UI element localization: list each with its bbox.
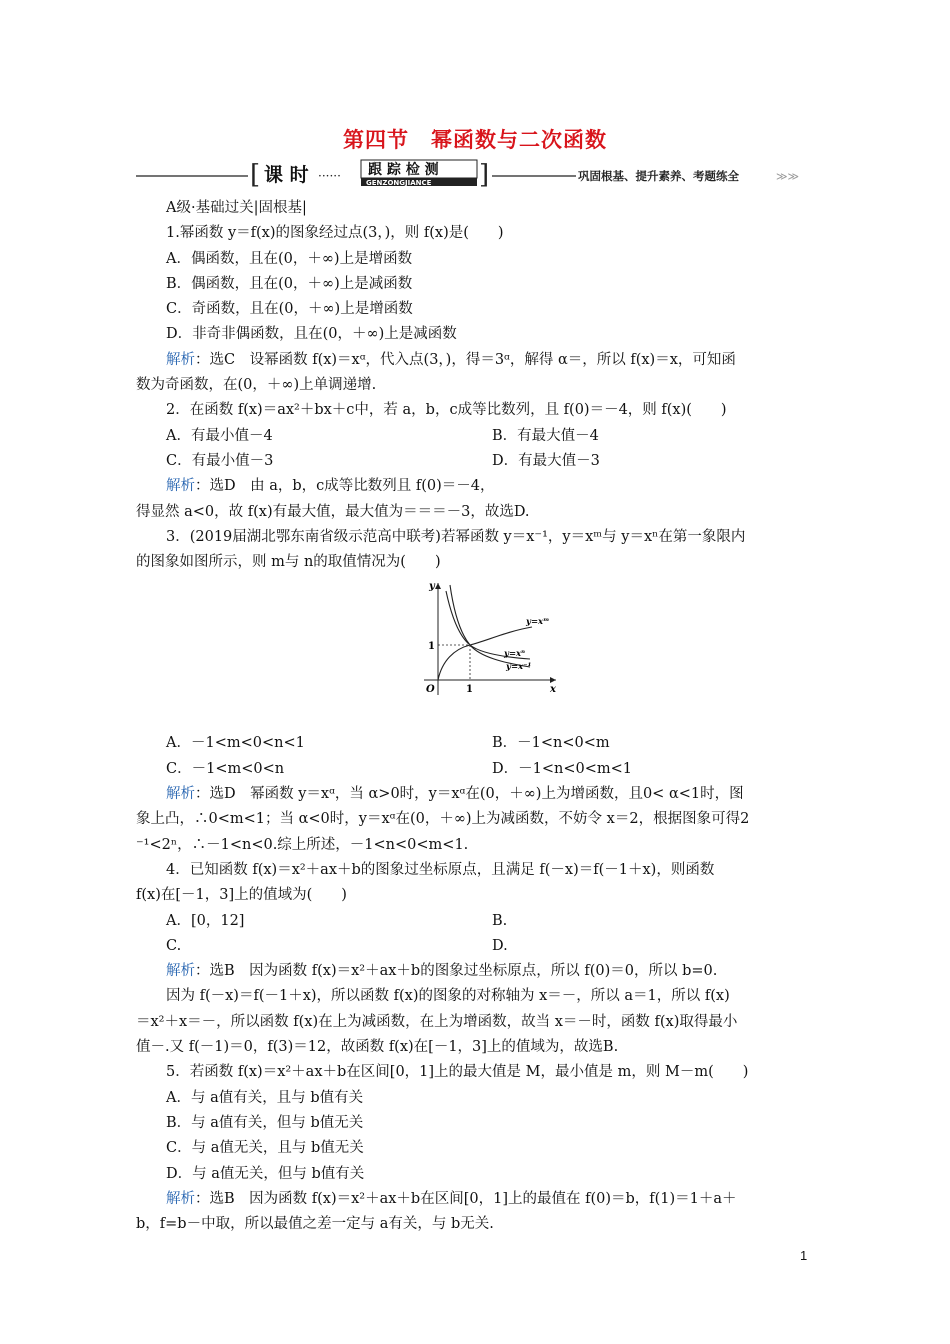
- y-tick-one: 1: [428, 641, 435, 653]
- q5-option-d: D．与 a值无关，但与 b值有关: [166, 1165, 365, 1182]
- svg-text:≫≫: ≫≫: [776, 170, 800, 183]
- q3-stem-line2: 的图象如图所示，则 m与 n的取值情况为( ): [136, 554, 441, 571]
- q1-option-c: C．奇函数，且在(0，＋∞)上是增函数: [166, 301, 413, 318]
- q1-option-a: A．偶函数，且在(0，＋∞)上是增函数: [166, 250, 413, 267]
- answer-label: 解析: [166, 351, 195, 368]
- q5-stem: 5．若函数 f(x)＝x²＋ax＋b在区间[0，1]上的最大值是 M，最小值是 m，则 M－m( ): [166, 1064, 749, 1081]
- banner-pinyin: GENZONGJIANCE: [366, 179, 432, 187]
- q4-options-ab: A．[0，12] B.: [166, 912, 508, 929]
- power-function-graph: [420, 577, 560, 699]
- q4-stem-line1: 4．已知函数 f(x)＝x²＋ax＋b的图象过坐标原点，且满足 f(－x)＝f(－1＋x)，则函数: [166, 861, 715, 878]
- banner-left: 课 时: [264, 164, 309, 186]
- svg-text:······: ······: [318, 169, 341, 183]
- answer-label: 解析: [166, 1190, 195, 1207]
- q4-answer-line1: 解析：选B 因为函数 f(x)＝x²＋ax＋b的图象过坐标原点，所以 f(0)＝0，所以 b=0.: [166, 963, 718, 980]
- banner-middle: 跟 踪 检 测: [368, 162, 439, 178]
- page-title: 第四节 幂函数与二次函数: [343, 127, 607, 152]
- q4-options-cd: C. D.: [166, 937, 508, 954]
- label-x-power-neg1: y=x⁻¹: [506, 662, 532, 673]
- label-x-power-m: y=xᵐ: [526, 617, 550, 628]
- y-axis-label: y: [429, 581, 435, 593]
- q3-answer-line1: 解析：选D 幂函数 y＝xᵅ，当 α>0时，y＝xᵅ在(0，＋∞)上为增函数，且0< α<1时，图: [166, 786, 744, 803]
- q4-answer-line2: 因为 f(－x)＝f(－1＋x)，所以函数 f(x)的图象的对称轴为 x＝－，所以 a＝1，所以 f(x): [166, 988, 730, 1005]
- section-heading: A级·基础过关|固根基|: [166, 200, 307, 216]
- x-axis-label: x: [550, 684, 556, 696]
- q3-figure: [136, 575, 826, 731]
- q4-answer-line3: ＝x²＋x＝－，所以函数 f(x)在上为减函数，在上为增函数，故当 x＝－时，函数 f(x)取得最小: [136, 1013, 738, 1030]
- q2-stem: 2．在函数 f(x)＝ax²＋bx＋c中，若 a，b，c成等比数列，且 f(0)＝－4，则 f(x)( ): [166, 402, 727, 419]
- document-body: [136, 196, 826, 1237]
- section-banner: [136, 158, 816, 188]
- q3-options-cd: C．－1<m<0<n D．－1<n<0<m<1: [166, 760, 632, 777]
- banner-right: 巩固根基、提升素养、考题练全: [578, 169, 739, 183]
- q3-answer-line2: 象上凸，∴0<m<1；当 α<0时，y＝xᵅ在(0，＋∞)上为减函数，不妨令 x＝2，根据图象可得2: [136, 811, 750, 828]
- q5-answer-line2: b，f=b－中取，所以最值之差一定与 a有关，与 b无关.: [136, 1216, 494, 1233]
- q5-option-c: C．与 a值无关，且与 b值无关: [166, 1140, 364, 1157]
- q2-options-ab: A．有最小值－4 B．有最大值－4: [166, 427, 599, 444]
- page-number: 1: [800, 1248, 808, 1263]
- q4-answer-line4: 值－.又 f(－1)＝0，f(3)＝12，故函数 f(x)在[－1，3]上的值域为，故选B.: [136, 1039, 619, 1056]
- svg-text:[: [: [250, 160, 261, 188]
- x-tick-one: 1: [466, 684, 473, 696]
- q2-answer-line1: 解析：选D 由 a，b，c成等比数列且 f(0)＝－4，: [166, 478, 495, 495]
- q5-option-b: B．与 a值有关，但与 b值无关: [166, 1114, 364, 1131]
- q1-option-b: B．偶函数，且在(0，＋∞)上是减函数: [166, 275, 413, 292]
- q5-option-a: A．与 a值有关，且与 b值有关: [166, 1089, 364, 1106]
- q1-option-d: D．非奇非偶函数，且在(0，＋∞)上是减函数: [166, 326, 457, 343]
- label-x-power-n: y=xⁿ: [504, 649, 526, 660]
- q3-stem-line1: 3．(2019届湖北鄂东南省级示范高中联考)若幂函数 y＝x⁻¹，y＝xᵐ与 y＝xⁿ在第一象限内: [166, 528, 746, 545]
- q1-answer-line2: 数为奇函数，在(0，＋∞)上单调递增.: [136, 377, 377, 394]
- answer-label: 解析: [166, 786, 195, 803]
- q2-options-cd: C．有最小值－3 D．有最大值－3: [166, 452, 600, 469]
- q4-stem-line2: f(x)在[－1，3]上的值域为( ): [136, 887, 347, 904]
- q3-answer-line3: ⁻¹<2ⁿ，∴－1<n<0.综上所述，－1<n<0<m<1.: [136, 836, 469, 853]
- q2-answer-line2: 得显然 a<0，故 f(x)有最大值，最大值为＝＝＝－3，故选D.: [136, 503, 530, 520]
- q5-answer-line1: 解析：选B 因为函数 f(x)＝x²＋ax＋b在区间[0，1]上的最值在 f(0)＝b，f(1)＝1＋a＋: [166, 1190, 737, 1207]
- answer-label: 解析: [166, 478, 195, 495]
- q1-stem: 1.幂函数 y＝f(x)的图象经过点(3，)，则 f(x)是( ): [166, 225, 504, 242]
- q1-answer-line1: 解析：选C 设幂函数 f(x)＝xᵅ，代入点(3，)，得＝3ᵅ，解得 α＝，所以 f(x)＝x，可知函: [166, 351, 736, 368]
- answer-label: 解析: [166, 963, 195, 980]
- svg-text:]: ]: [479, 160, 490, 188]
- q3-options-ab: A．－1<m<0<n<1 B．－1<n<0<m: [166, 735, 610, 752]
- origin-label: O: [426, 684, 435, 696]
